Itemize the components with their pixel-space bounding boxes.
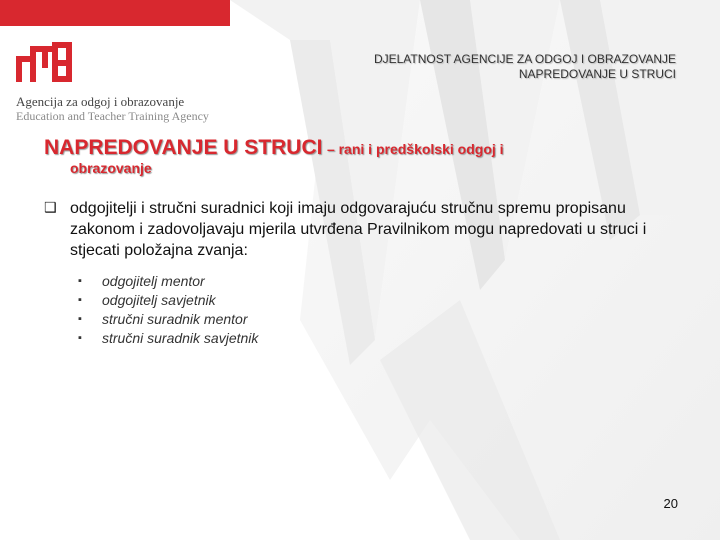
agency-name-hr: Agencija za odgoj i obrazovanje — [16, 94, 185, 109]
list-item: ▪ stručni suradnik savjetnik — [78, 330, 259, 346]
checkbox-bullet-icon: ❑ — [44, 200, 57, 216]
page-number: 20 — [663, 496, 678, 511]
square-bullet-icon: ▪ — [78, 332, 82, 344]
square-bullet-icon: ▪ — [78, 294, 82, 306]
header-line-2: NAPREDOVANJE U STRUCI — [518, 67, 676, 81]
list-item: ▪ odgojitelj mentor — [78, 273, 205, 289]
paragraph-text: odgojitelji i stručni suradnici koji imaju odgovarajuću stručnu spremu propisanu zakonom i zadovoljavaju mjerila utvrđena Pravilnikom mogu napredovati u struci i stjecati položajna zvanja: — [70, 200, 647, 259]
agency-name — [16, 94, 209, 124]
title-sub-line2: obrazovanje — [70, 160, 152, 176]
list-item: ▪ stručni suradnik mentor — [78, 311, 248, 327]
square-bullet-icon: ▪ — [78, 313, 82, 325]
slide-title — [44, 136, 684, 176]
main-paragraph — [44, 198, 664, 261]
list-item: ▪ odgojitelj savjetnik — [78, 292, 216, 308]
square-bullet-icon: ▪ — [78, 275, 82, 287]
header-line-1: DJELATNOST AGENCIJE ZA ODGOJ I OBRAZOVANJE — [373, 52, 676, 66]
agency-name-en: Education and Teacher Training Agency — [16, 109, 209, 123]
title-main: NAPREDOVANJE U STRUCI — [44, 136, 323, 159]
rank-list — [78, 272, 258, 348]
title-sub: – rani i predškolski odgoj i — [326, 141, 504, 157]
agency-logo-icon — [16, 42, 72, 82]
slide-header — [374, 52, 676, 82]
top-red-bar — [0, 0, 230, 26]
